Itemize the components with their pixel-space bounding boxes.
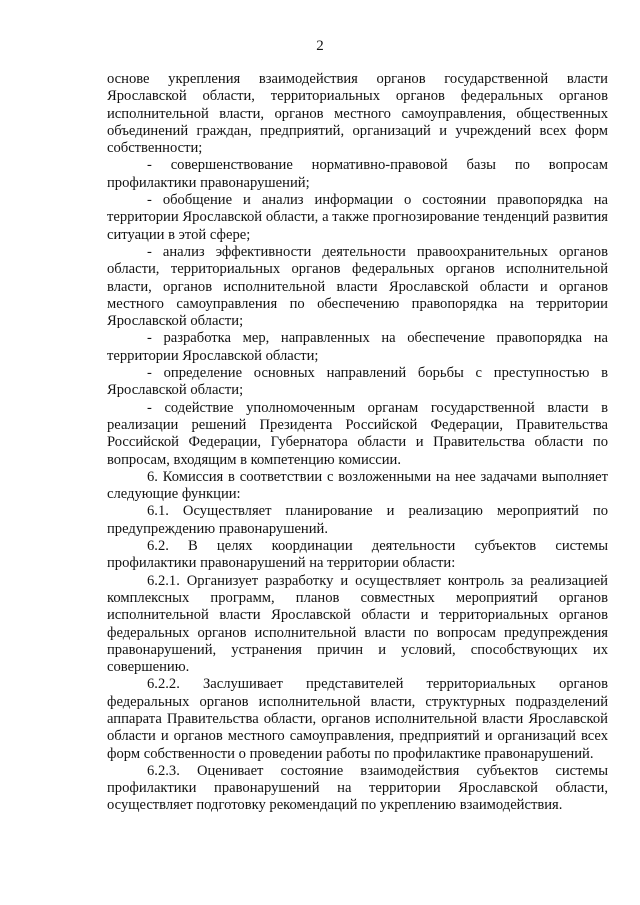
paragraph-section-6-2: 6.2. В целях координации деятельности субъектов системы профилактики правонарушений на территории области: [107, 538, 608, 572]
paragraph-section-6: 6. Комиссия в соответствии с возложенными на нее задачами выполняет следующие функции: [107, 468, 608, 503]
paragraph-task-analysis-order: - обобщение и анализ информации о состоянии правопорядка на территории Ярославской области, а также прогнозирование тенденций развития ситуации в этой сфере; [107, 192, 608, 243]
paragraph-section-6-2-1: 6.2.1. Организует разработку и осуществляет контроль за реализацией комплексных программ, планов совместных мероприятий органов исполнительной власти Ярославской области и территориальных органов федеральных органов исполнительной власти по вопросам предупреждения правонарушений, устранения причин и условий, способствующих их совершению. [107, 572, 608, 676]
paragraph-task-assistance: - содействие уполномоченным органам государственной власти в реализации решений Президента Российской Федерации, Правительства Российской Федерации, Губернатора области и Правительства области по вопросам, входящим в компетенцию комиссии. [107, 399, 608, 468]
paragraph-task-measures: - разработка мер, направленных на обеспечение правопорядка на территории Ярославской области; [107, 330, 608, 364]
paragraph-section-6-1: 6.1. Осуществляет планирование и реализацию мероприятий по предупреждению правонарушений. [107, 503, 608, 537]
paragraph-task-legislation: - совершенствование нормативно-правовой базы по вопросам профилактики правонарушений; [107, 157, 608, 191]
paragraph-task-crime-directions: - определение основных направлений борьбы с преступностью в Ярославской области; [107, 365, 608, 399]
page-number: 2 [316, 38, 324, 54]
document-body [107, 71, 608, 815]
paragraph-task-efficiency-analysis: - анализ эффективности деятельности правоохранительных органов области, территориальных органов федеральных органов исполнительной власти, органов исполнительной власти Ярославской области и органов местного самоуправления по обеспечению правопорядка на территории Ярославской области; [107, 243, 608, 330]
paragraph-section-6-2-2: 6.2.2. Заслушивает представителей территориальных органов федеральных органов исполнительной власти, структурных подразделений аппарата Правительства области, органов исполнительной власти Ярославской области и органов местного самоуправления, предприятий и организаций всех форм собственности о проведении работы по профилактике правонарушений. [107, 676, 608, 762]
paragraph-intro-continuation: основе укрепления взаимодействия органов государственной власти Ярославской области, территориальных органов федеральных органов исполнительной власти, органов местного самоуправления, общественных объединений граждан, предприятий, организаций и учреждений всех форм собственности; [107, 71, 608, 157]
paragraph-section-6-2-3: 6.2.3. Оценивает состояние взаимодействия субъектов системы профилактики правонарушений на территории Ярославской области, осуществляет подготовку рекомендаций по укреплению взаимодействия. [107, 762, 608, 814]
